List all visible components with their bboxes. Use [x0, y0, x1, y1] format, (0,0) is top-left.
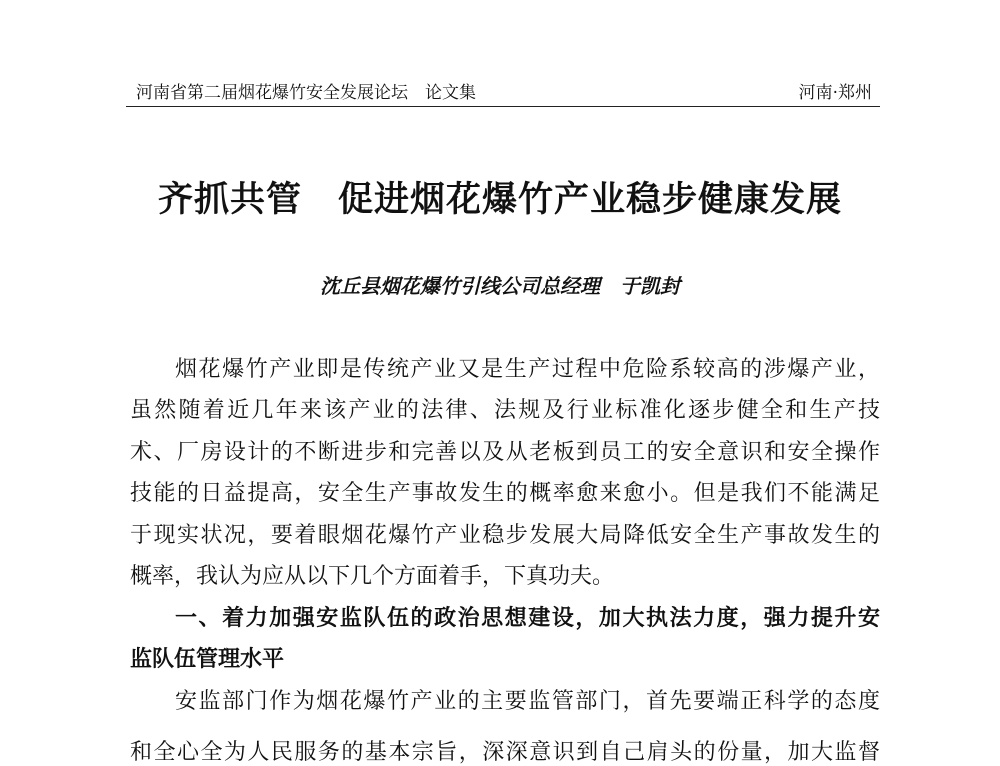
section-heading-line: 监队伍管理水平 — [130, 647, 285, 672]
article-title: 齐抓共管 促进烟花爆竹产业稳步健康发展 — [157, 179, 842, 220]
paragraph-line: 于现实状况，要着眼烟花爆竹产业稳步发展大局降低安全生产事故发生的 — [130, 523, 880, 548]
page-header-right: 河南·郑州 — [798, 83, 872, 103]
paragraph-line: 烟花爆竹产业即是传统产业又是生产过程中危险系较高的涉爆产业， — [175, 357, 880, 382]
page-header-left: 河南省第二届烟花爆竹安全发展论坛 论文集 — [136, 83, 476, 103]
article-author: 沈丘县烟花爆竹引线公司总经理 于凯封 — [320, 274, 680, 298]
header-rule — [126, 106, 880, 107]
paragraph-line: 概率，我认为应从以下几个方面着手，下真功夫。 — [130, 564, 615, 589]
section-heading-line: 一、着力加强安监队伍的政治思想建设，加大执法力度，强力提升安 — [175, 606, 880, 631]
paragraph-line: 虽然随着近几年来该产业的法律、法规及行业标准化逐步健全和生产技 — [130, 398, 880, 423]
paragraph-line: 术、厂房设计的不断进步和完善以及从老板到员工的安全意识和安全操作 — [130, 440, 880, 465]
paragraph-line: 技能的日益提高，安全生产事故发生的概率愈来愈小。但是我们不能满足 — [130, 481, 880, 506]
paragraph-line: 安监部门作为烟花爆竹产业的主要监管部门，首先要端正科学的态度 — [175, 689, 880, 714]
paragraph-line: 和全心全为人民服务的基本宗旨，深深意识到自己肩头的份量，加大监督 — [130, 740, 880, 765]
